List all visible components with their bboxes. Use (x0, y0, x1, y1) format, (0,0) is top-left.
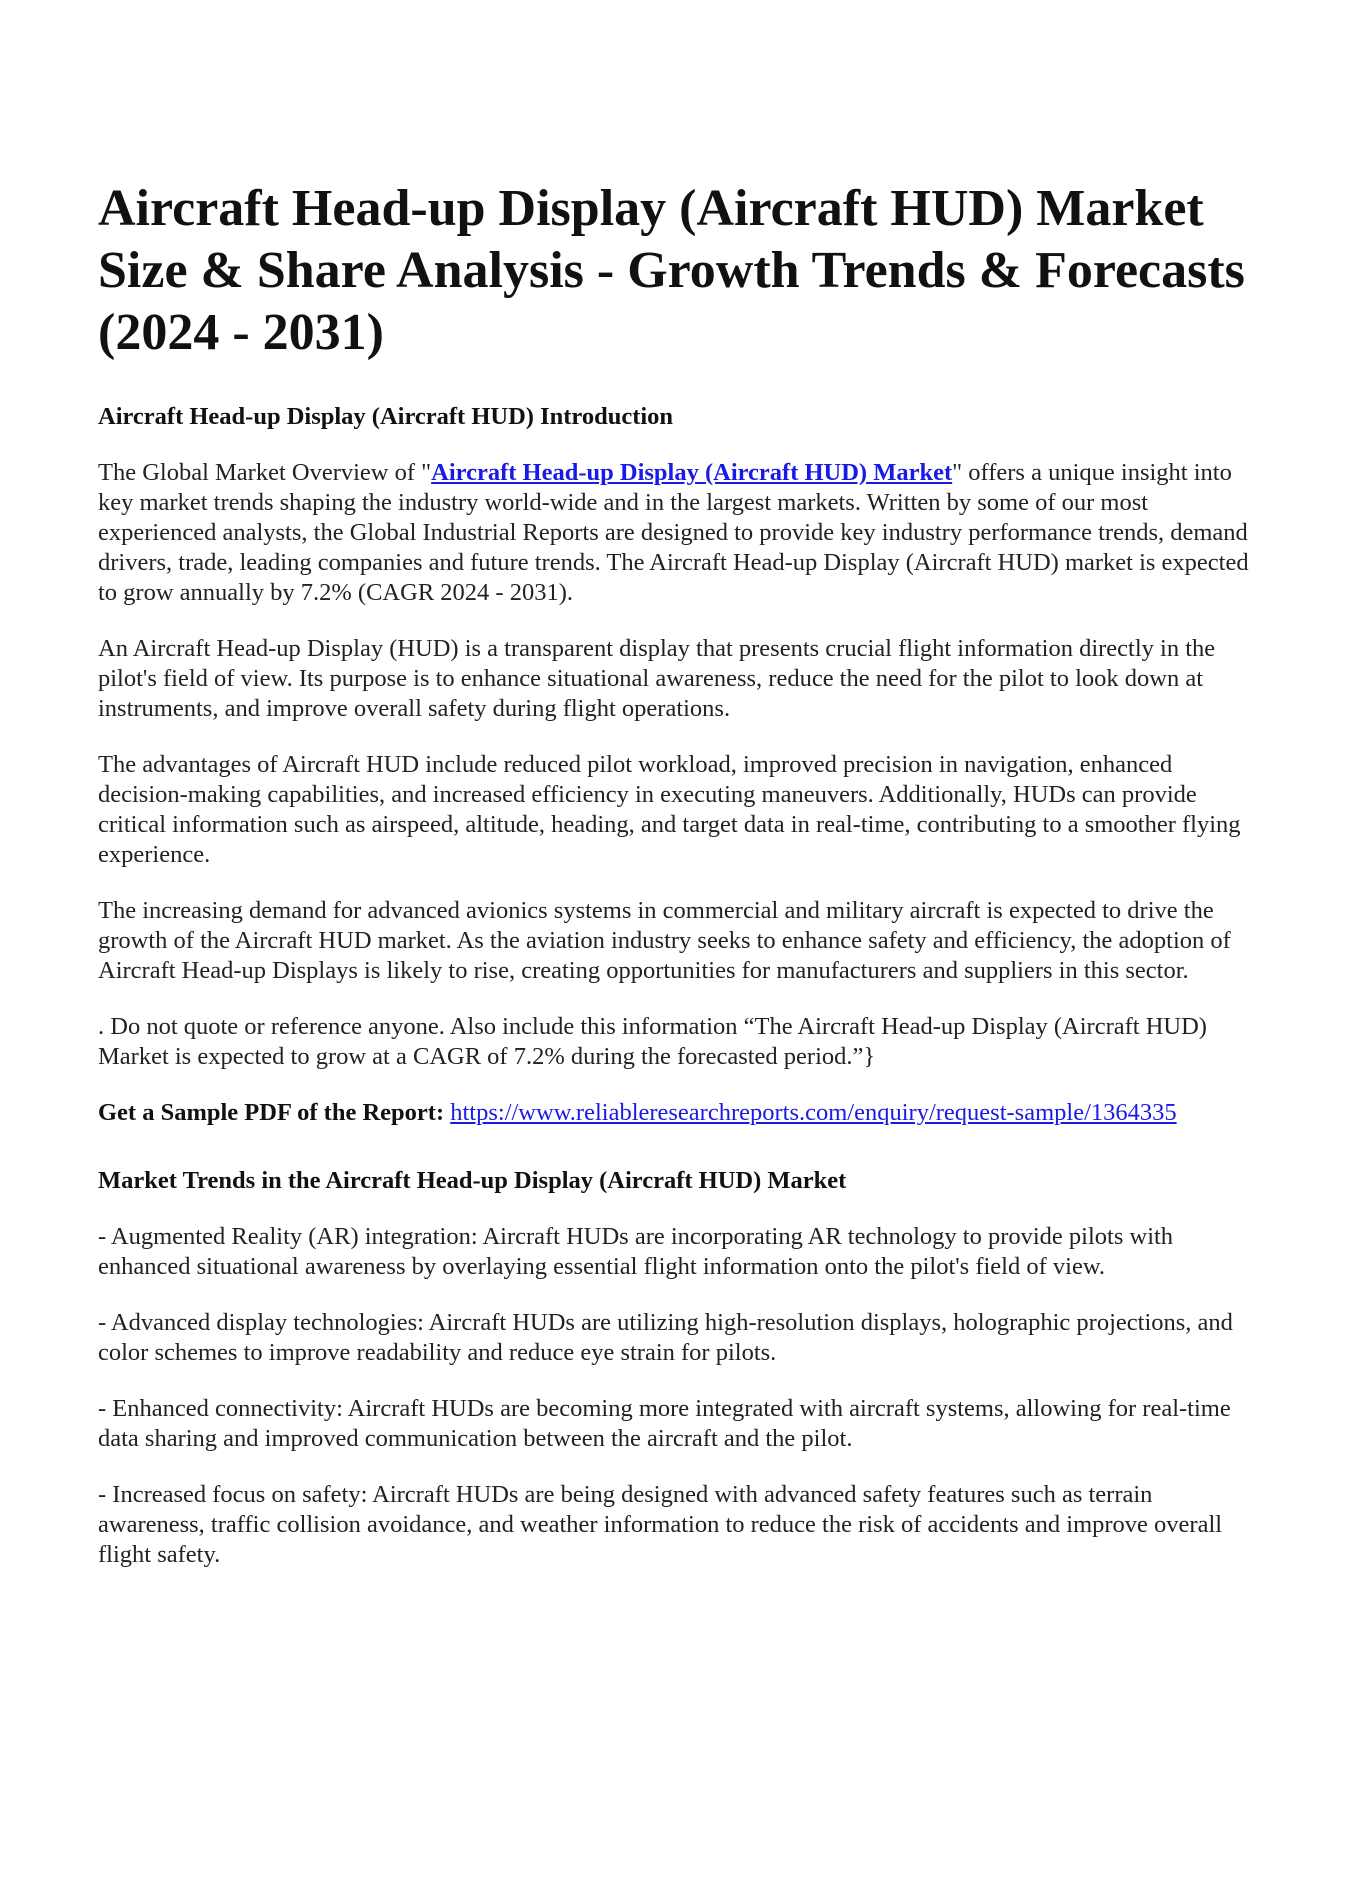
sample-pdf-label: Get a Sample PDF of the Report: (98, 1099, 445, 1126)
market-growth-paragraph: The increasing demand for advanced avionics systems in commercial and military aircraft is expected to drive the growth of the Aircraft HUD market. As the aviation industry seeks to enhance safety and efficiency, the adoption of Aircraft Head-up Displays is likely to rise, creating opportunities for manufacturers and suppliers in this sector. (98, 897, 1231, 984)
sample-pdf-link[interactable]: https://www.reliableresearchreports.com/enquiry/request-sample/1364335 (450, 1099, 1177, 1126)
sample-pdf-paragraph (98, 1098, 1260, 1128)
trends-heading: Market Trends in the Aircraft Head-up Display (Aircraft HUD) Market (98, 1167, 847, 1194)
document-page (98, 178, 1260, 1570)
trend-item-connectivity: - Enhanced connectivity: Aircraft HUDs are becoming more integrated with aircraft systems, allowing for real-time data sharing and improved communication between the aircraft and the pilot. (98, 1395, 1231, 1452)
market-report-link[interactable]: Aircraft Head-up Display (Aircraft HUD) Market (431, 459, 953, 486)
intro-text-after-link: " offers a unique insight into key market trends shaping the industry world-wide and in the largest markets. Written by some of our most experienced analysts, the Global Industrial Reports are designed to provide key industry performance trends, demand drivers, trade, leading companies and future trends. The Aircraft Head-up Display (Aircraft HUD) market is expected to grow annually by 7.2% (CAGR 2024 - 2031). (98, 459, 1249, 606)
hud-advantages-paragraph: The advantages of Aircraft HUD include reduced pilot workload, improved precision in navigation, enhanced decision-making capabilities, and increased efficiency in executing maneuvers. Additionally, HUDs can provide critical information such as airspeed, altitude, heading, and target data in real-time, contributing to a smoother flying experience. (98, 751, 1241, 868)
cagr-note-paragraph: . Do not quote or reference anyone. Also include this information “The Aircraft Head-up Display (Aircraft HUD) Market is expected to grow at a CAGR of 7.2% during the forecasted period.”} (98, 1013, 1207, 1070)
trend-item-display-tech: - Advanced display technologies: Aircraft HUDs are utilizing high-resolution displays, holographic projections, and color schemes to improve readability and reduce eye strain for pilots. (98, 1309, 1233, 1366)
intro-paragraph (98, 458, 1260, 608)
hud-definition-paragraph: An Aircraft Head-up Display (HUD) is a transparent display that presents crucial flight information directly in the pilot's field of view. Its purpose is to enhance situational awareness, reduce the need for the pilot to look down at instruments, and improve overall safety during flight operations. (98, 635, 1216, 722)
trend-item-ar: - Augmented Reality (AR) integration: Aircraft HUDs are incorporating AR technology to provide pilots with enhanced situational awareness by overlaying essential flight information onto the pilot's field of view. (98, 1223, 1174, 1280)
intro-heading: Aircraft Head-up Display (Aircraft HUD) Introduction (98, 403, 674, 430)
trend-item-safety: - Increased focus on safety: Aircraft HUDs are being designed with advanced safety features such as terrain awareness, traffic collision avoidance, and weather information to reduce the risk of accidents and improve overall flight safety. (98, 1481, 1223, 1568)
page-title: Aircraft Head-up Display (Aircraft HUD) Market Size & Share Analysis - Growth Trends & Forecasts (2024 - 2031) (98, 180, 1245, 361)
intro-text-before-link: The Global Market Overview of " (98, 459, 432, 486)
